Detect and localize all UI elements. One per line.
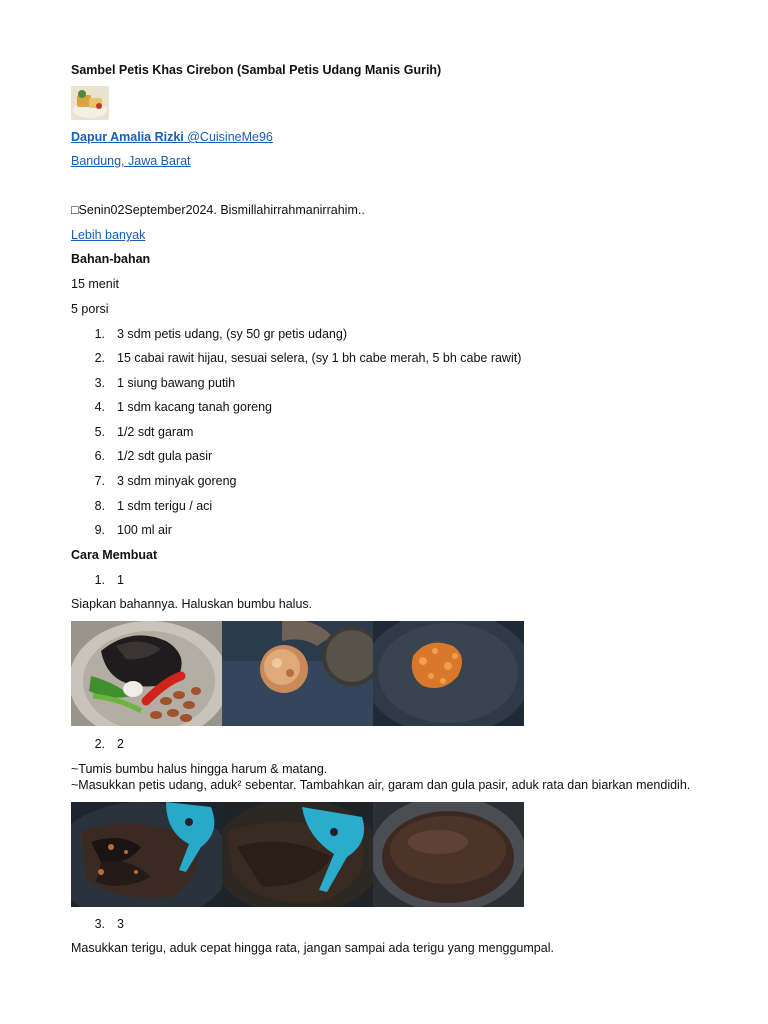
step-text: Masukkan terigu, aduk cepat hingga rata, jangan sampai ada terigu yang menggumpal. [71,941,554,955]
step-photo[interactable] [222,802,373,907]
step-2-photos [71,802,524,907]
step-photo[interactable] [222,621,373,726]
recipe-thumbnail [71,86,109,120]
steps-heading: Cara Membuat [71,548,158,562]
step-photo[interactable] [373,802,524,907]
step-photo[interactable] [71,621,222,726]
step-text: ~Masukkan petis udang, aduk² sebentar. Tambahkan air, garam dan gula pasir, aduk rata dan biarkan mendidih. [71,778,691,792]
author-name-link[interactable]: Dapur Amalia Rizki [71,130,184,144]
author-line [71,129,273,145]
author-handle-link[interactable]: @CuisineMe96 [183,130,273,144]
step-photo[interactable] [71,802,222,907]
ingredients-heading: Bahan-bahan [71,252,151,266]
location-link[interactable]: Bandung, Jawa Barat [71,154,191,168]
recipe-intro: □Senin02September2024. Bismillahirrahmanirrahim.. [71,203,365,217]
step-photo[interactable] [373,621,524,726]
more-link[interactable]: Lebih banyak [71,228,146,242]
recipe-title: Sambel Petis Khas Cirebon (Sambal Petis Udang Manis Gurih) [71,63,442,77]
step-text: ~Tumis bumbu halus hingga harum & matang. [71,762,328,776]
step-text: Siapkan bahannya. Haluskan bumbu halus. [71,597,313,611]
servings-text: 5 porsi [71,302,109,316]
step-1-photos [71,621,524,726]
duration-text: 15 menit [71,277,119,291]
